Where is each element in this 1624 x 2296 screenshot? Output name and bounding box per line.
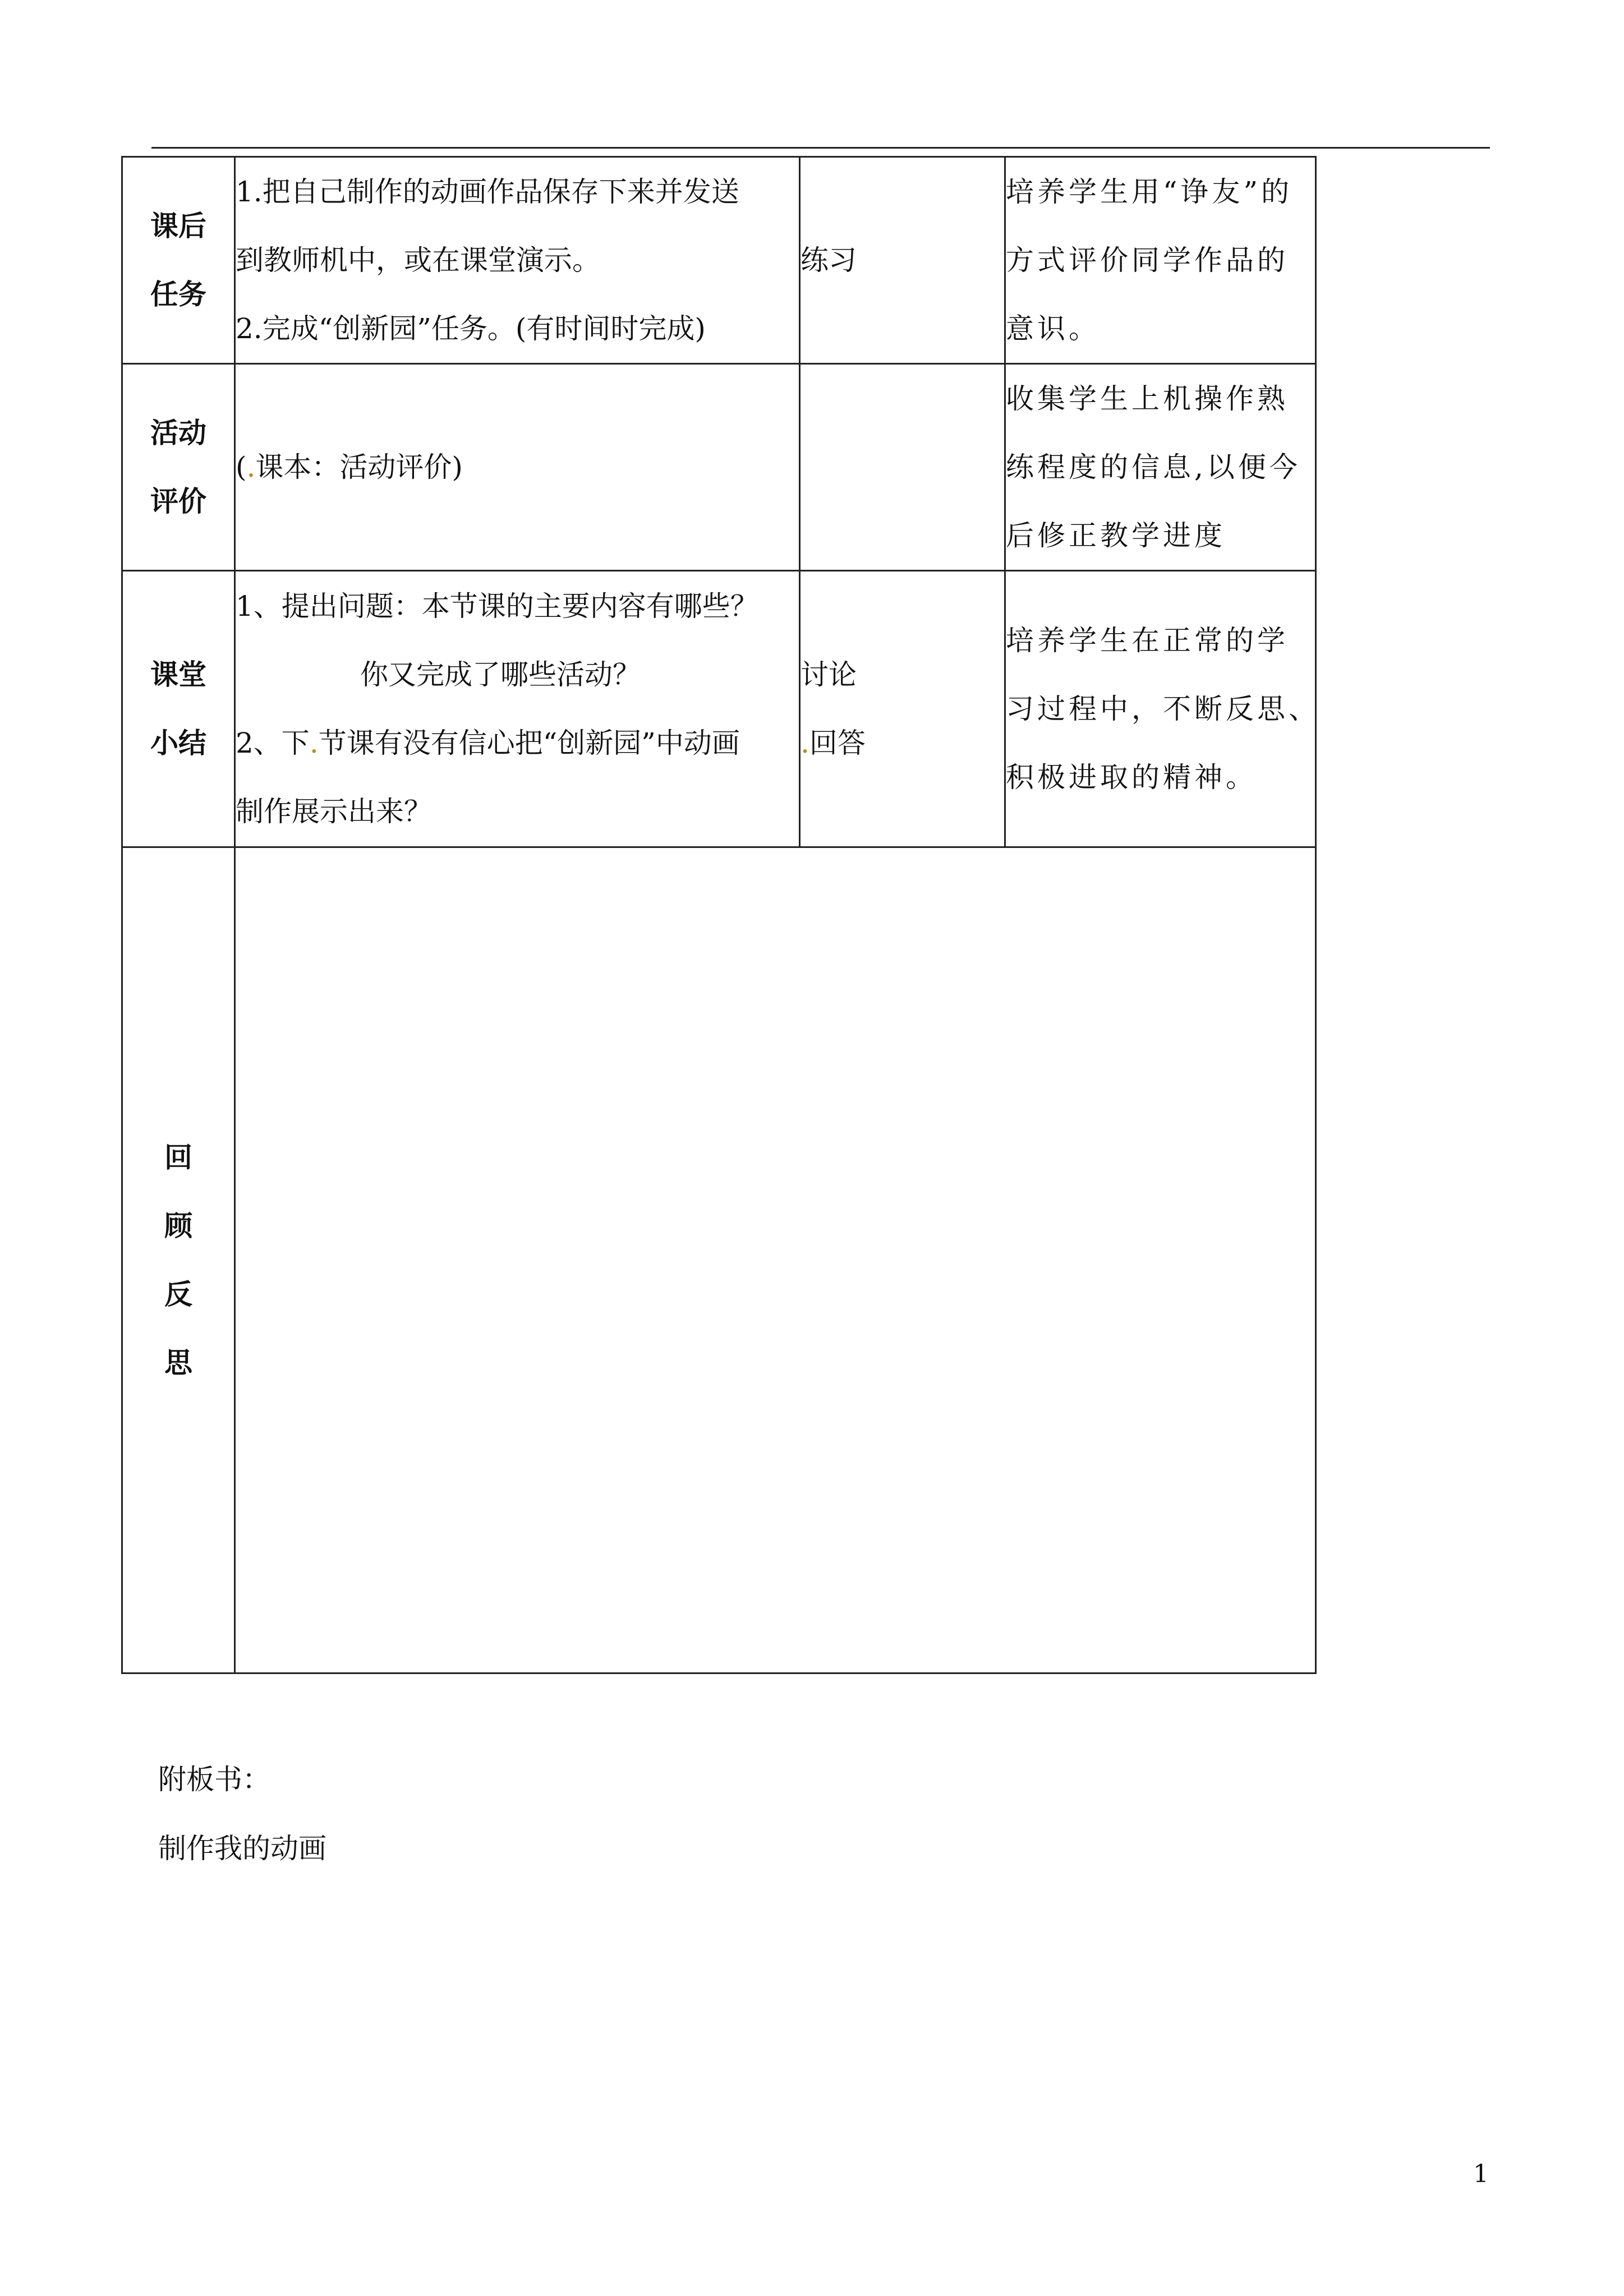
paren-open: ( bbox=[236, 451, 247, 483]
goal-line: 后修正教学进度 bbox=[1006, 519, 1226, 552]
goal-line: 积极进取的精神。 bbox=[1006, 761, 1257, 794]
header-line: 任务 bbox=[150, 278, 206, 311]
header-line: 课后 bbox=[150, 210, 206, 242]
header-char: 顾 bbox=[164, 1210, 192, 1242]
content-text: 课本：活动评价) bbox=[255, 451, 463, 483]
content-cell bbox=[235, 364, 800, 571]
marker-dot: . bbox=[309, 727, 319, 759]
method-line bbox=[801, 709, 1004, 777]
goal-line: 练程度的信息,以便今 bbox=[1006, 451, 1301, 483]
row-header-activity-evaluation bbox=[122, 364, 235, 571]
lesson-plan-table bbox=[121, 156, 1320, 1674]
content-text: 节课有没有信心把“创新园”中动画 bbox=[318, 727, 740, 759]
method-cell bbox=[800, 364, 1005, 571]
content-line: 到教师机中，或在课堂演示。 bbox=[236, 244, 600, 276]
row-class-summary bbox=[122, 571, 1316, 847]
content-line: 1.把自己制作的动画作品保存下来并发送 bbox=[236, 176, 739, 208]
reflection-blank-cell bbox=[235, 847, 1316, 1673]
blackboard-label: 附板书： bbox=[158, 1763, 270, 1796]
row-review-reflection bbox=[122, 847, 1316, 1673]
method-line: 练习 bbox=[801, 244, 857, 276]
content-line bbox=[236, 709, 799, 777]
header-line: 活动 bbox=[150, 417, 206, 449]
content-line: 制作展示出来？ bbox=[236, 795, 432, 828]
header-char: 反 bbox=[164, 1278, 192, 1311]
header-char: 回 bbox=[164, 1141, 192, 1174]
goal-line: 方式评价同学作品的 bbox=[1006, 244, 1289, 276]
header-char: 思 bbox=[164, 1347, 192, 1379]
row-header-after-class-task bbox=[122, 157, 235, 364]
header-line: 评价 bbox=[150, 485, 206, 518]
header-line: 小结 bbox=[150, 727, 206, 759]
goal-line: 培养学生在正常的学 bbox=[1006, 624, 1289, 657]
content-text: 2、下 bbox=[236, 727, 310, 759]
row-header-class-summary bbox=[122, 571, 235, 847]
header-rule bbox=[151, 147, 1490, 149]
row-after-class-task bbox=[122, 157, 1316, 364]
content-line: 1、提出问题：本节课的主要内容有哪些？ bbox=[236, 590, 758, 623]
content-cell bbox=[235, 157, 800, 364]
marker-dot: . bbox=[801, 727, 809, 759]
goal-line: 习过程中，不断反思、 bbox=[1006, 693, 1320, 725]
blackboard-text: 制作我的动画 bbox=[158, 1832, 326, 1865]
goal-line: 意识。 bbox=[1006, 312, 1100, 345]
goal-cell bbox=[1005, 157, 1316, 364]
goal-line: 培养学生用“诤友”的 bbox=[1006, 176, 1293, 208]
page-number: 1 bbox=[1473, 2160, 1489, 2188]
content-cell bbox=[235, 571, 800, 847]
goal-line: 收集学生上机操作熟 bbox=[1006, 382, 1289, 415]
lesson-plan-table-wrap bbox=[121, 156, 1320, 1674]
method-text: 回答 bbox=[809, 727, 866, 759]
row-activity-evaluation bbox=[122, 364, 1316, 571]
marker-dot: . bbox=[246, 451, 256, 483]
method-cell bbox=[800, 571, 1005, 847]
method-cell bbox=[800, 157, 1005, 364]
goal-cell bbox=[1005, 571, 1320, 847]
content-line bbox=[236, 433, 799, 501]
goal-cell bbox=[1005, 364, 1316, 571]
content-line: 2.完成“创新园”任务。(有时间时完成) bbox=[236, 312, 706, 345]
content-line: 你又完成了哪些活动？ bbox=[360, 658, 641, 691]
method-line: 讨论 bbox=[801, 658, 857, 691]
header-line: 课堂 bbox=[150, 658, 206, 691]
row-header-review-reflection bbox=[122, 847, 235, 1673]
